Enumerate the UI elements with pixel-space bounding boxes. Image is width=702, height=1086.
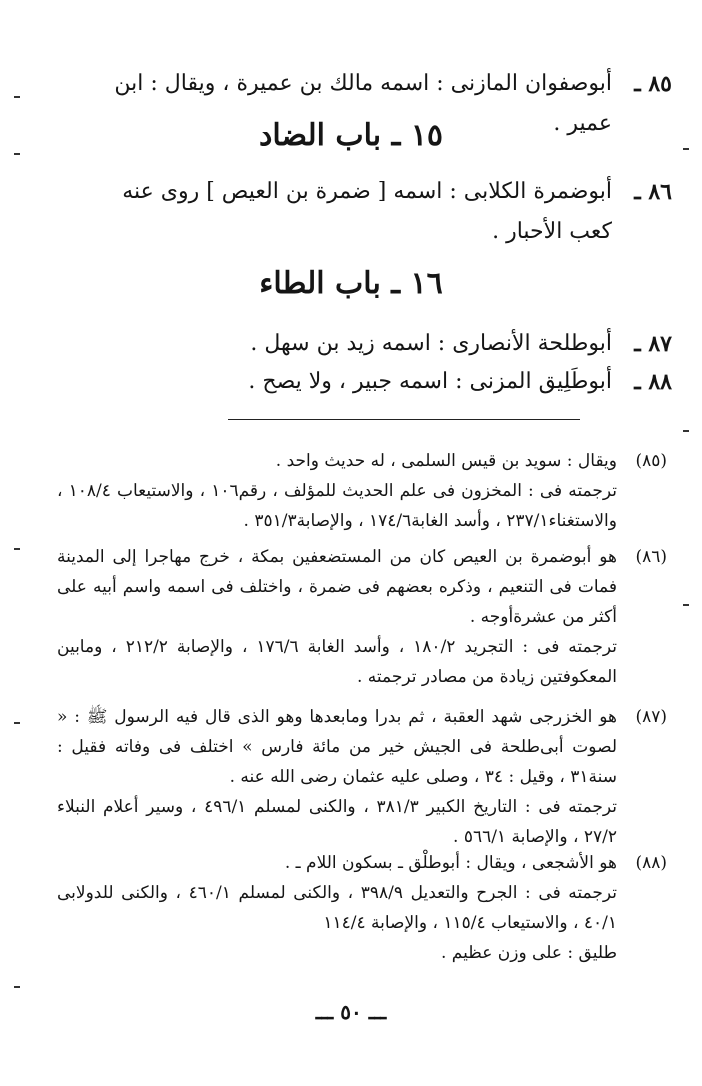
edge-mark bbox=[683, 148, 689, 150]
footnote-references: ترجمته فى : الجرح والتعديل ٣٩٨/٩ ، والكنى لمسلم ٤٦٠/١ ، والكنى للدولابى ٤٠/١ ، والاستيعاب ١١٥/٤ ، والإصابة ١١٤/٤ bbox=[57, 883, 617, 933]
footnote-85 bbox=[57, 446, 667, 536]
entry-number: ٨٨ ـ bbox=[634, 369, 672, 395]
footnote-number: (٨٨) bbox=[635, 853, 667, 873]
footnote-86 bbox=[57, 542, 667, 692]
footnote-text: هو أبوضمرة بن العيص كان من المستضعفين بمكة ، خرج مهاجرا إلى المدينة فمات فى التنعيم ، وذكره بعضهم فى ضمرة ، واختلف فى اسمه واسم أبيه على أكثر من عشرةأوجه . bbox=[57, 547, 617, 627]
footnote-87 bbox=[57, 702, 667, 852]
entry-number: ٨٥ ـ bbox=[634, 71, 672, 97]
footnote-text: ويقال : سويد بن قيس السلمى ، له حديث واحد . bbox=[275, 451, 617, 471]
edge-mark bbox=[14, 548, 20, 550]
edge-mark bbox=[683, 430, 689, 432]
entry-text: أبوطلحة الأنصارى : اسمه زيد بن سهل . bbox=[250, 331, 612, 356]
footnote-references: ترجمته فى : المخزون فى علم الحديث للمؤلف ، رقم١٠٦ ، والاستيعاب ١٠٨/٤ ، والاستغناء٢٣٧/١ ، وأسد الغابة١٧٤/٦ ، والإصابة٣٥١/٣ . bbox=[57, 481, 617, 531]
edge-mark bbox=[14, 153, 20, 155]
footnote-number: (٨٥) bbox=[635, 451, 667, 471]
footnote-separator bbox=[228, 419, 580, 420]
entry-text: أبوصفوان المازنى : اسمه مالك بن عميرة ، ويقال : ابن عمير . bbox=[114, 71, 612, 136]
entry-number: ٨٧ ـ bbox=[634, 331, 672, 357]
footnote-88 bbox=[57, 848, 667, 968]
edge-mark bbox=[14, 986, 20, 988]
section-heading-ta: ١٦ ـ باب الطاء bbox=[259, 266, 443, 301]
entry-number: ٨٦ ـ bbox=[634, 179, 672, 205]
entry-text: أبوضمرة الكلابى : اسمه [ ضمرة بن العيص ] روى عنه كعب الأحبار . bbox=[122, 179, 612, 244]
footnote-text: هو الأشجعى ، ويقال : أبوطلْق ـ بسكون اللام ـ . bbox=[284, 853, 617, 873]
footnote-references: ترجمته فى : التجريد ١٨٠/٢ ، وأسد الغابة ١٧٦/٦ ، والإصابة ٢١٢/٢ ، ومابين المعكوفتين زيادة من مصادر ترجمته . bbox=[57, 637, 617, 687]
edge-mark bbox=[14, 96, 20, 98]
entry-text: أبوطَلِيق المزنى : اسمه جبير ، ولا يصح . bbox=[248, 369, 612, 394]
footnote-number: (٨٧) bbox=[635, 707, 667, 727]
section-heading-dad: ١٥ ـ باب الضاد bbox=[258, 118, 444, 153]
entry-87 bbox=[82, 324, 672, 364]
edge-mark bbox=[14, 722, 20, 724]
edge-mark bbox=[683, 604, 689, 606]
footnote-references: ترجمته فى : التاريخ الكبير ٣٨١/٣ ، والكنى لمسلم ٤٩٦/١ ، وسير أعلام النبلاء ٢٧/٢ ، والإصابة ٥٦٦/١ . bbox=[57, 797, 617, 847]
entry-86 bbox=[82, 172, 672, 252]
entry-88 bbox=[82, 362, 672, 402]
footnote-gloss: طليق : على وزن عظيم . bbox=[441, 943, 617, 963]
footnote-text: هو الخزرجى شهد العقبة ، ثم بدرا ومابعدها وهو الذى قال فيه الرسول ﷺ : « لصوت أبى‌طلحة فى الجيش خير من مائة فارس » اختلف فى وفاته فقيل : سنة٣١ ، وقيل : ٣٤ ، وصلى عليه عثمان رضى الله عنه . bbox=[57, 707, 617, 787]
footnote-number: (٨٦) bbox=[635, 547, 667, 567]
page-number: ـــ ٥٠ ـــ bbox=[315, 1000, 387, 1024]
